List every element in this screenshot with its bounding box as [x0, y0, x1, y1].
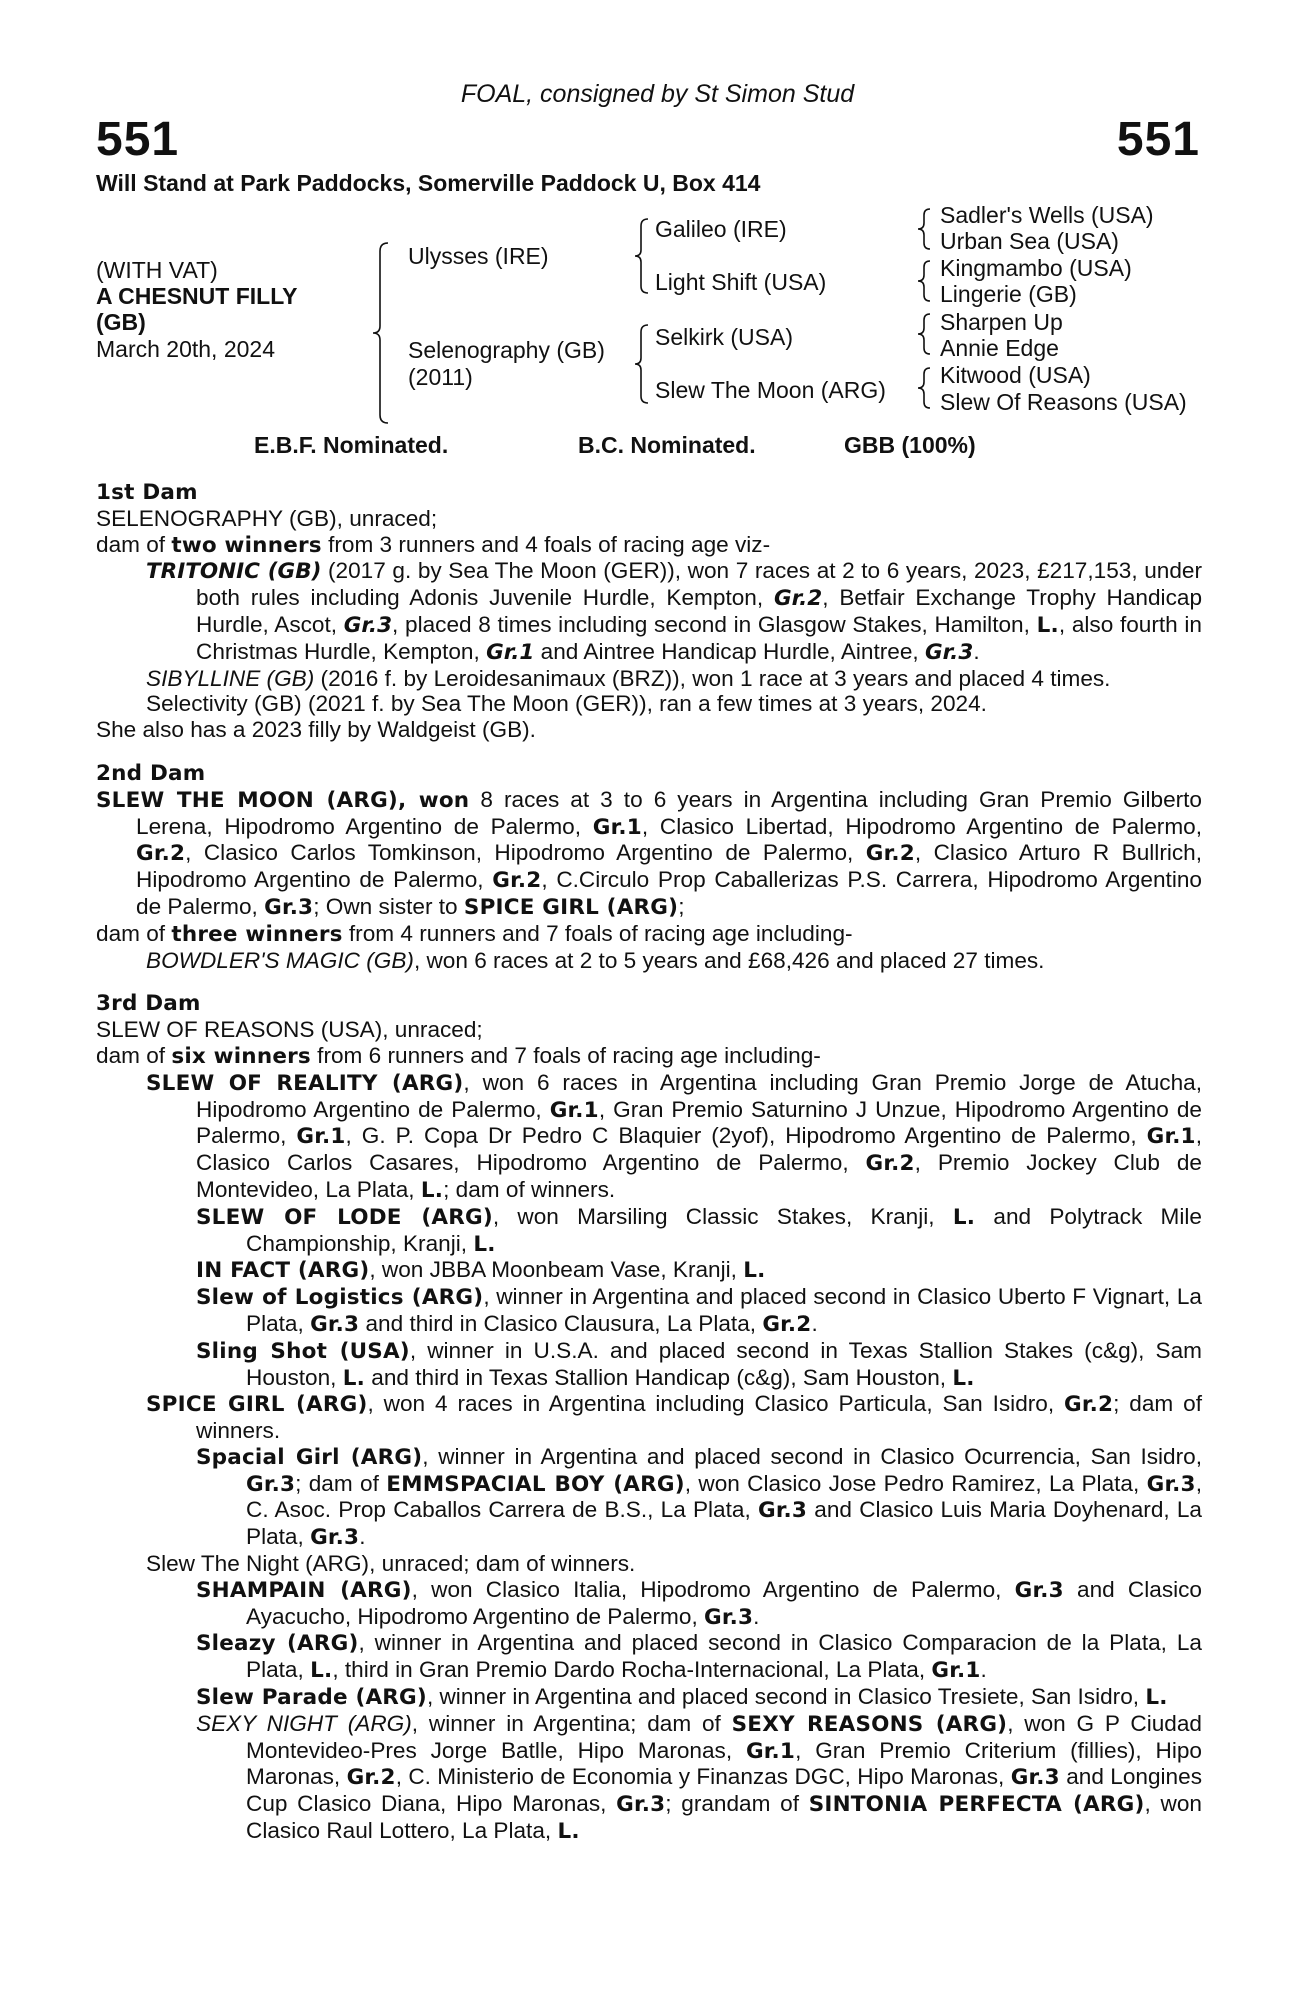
progeny-spacial-girl: Spacial Girl (ARG), winner in Argentina and placed second in Clasico Ocurrencia, San Isidro, Gr.3; dam of EMMSPACIAL BOY (ARG), won Clasico Jose Pedro Ramirez, La Plata, Gr.3, C. Asoc. Prop Caballos Carrera de B.S., La Plata, Gr.3 and Clasico Luis Maria Doyhenard, La Plata, Gr.3.: [196, 1443, 1202, 1551]
progeny-name: SEXY NIGHT (ARG): [196, 1710, 412, 1736]
sire-name: Ulysses (IRE): [408, 243, 549, 269]
progeny-name: Sleazy (ARG): [196, 1631, 359, 1657]
progeny-spice-girl: SPICE GIRL (ARG), won 4 races in Argentina including Clasico Particula, San Isidro, Gr.2; dam of winners.: [146, 1391, 1202, 1444]
progeny-in-fact: IN FACT (ARG), won JBBA Moonbeam Vase, Kranji, L.: [196, 1257, 766, 1284]
second-dam-heading: 2nd Dam: [96, 760, 206, 786]
sire-dam: Light Shift (USA): [655, 269, 827, 295]
dam-year: (2011): [408, 364, 473, 390]
second-dam-produce: dam of three winners from 4 runners and 7 foals of racing age including-: [96, 920, 853, 947]
lot-number-left: 551: [96, 113, 180, 166]
second-dam-name: SLEW THE MOON (ARG): [96, 787, 398, 813]
pedigree-bracket-main: [370, 238, 400, 428]
progeny-name: Sling Shot (USA): [196, 1338, 410, 1364]
progeny-name: SLEW OF LODE (ARG): [196, 1204, 493, 1230]
progeny-selectivity: Selectivity (GB) (2021 f. by Sea The Moon (GER)), ran a few times at 3 years, 2024.: [146, 691, 987, 717]
progeny-name: Slew Parade (ARG): [196, 1685, 427, 1711]
consignor-line: FOAL, consigned by St Simon Stud: [460, 80, 855, 108]
dam-dam: Slew The Moon (ARG): [655, 377, 886, 403]
progeny-name: TRITONIC (GB): [146, 559, 322, 585]
progeny-name: SLEW OF REALITY (ARG): [146, 1070, 464, 1096]
bc-nomination: B.C. Nominated.: [578, 432, 756, 458]
progeny-bowdlers-magic: BOWDLER'S MAGIC (GB), won 6 races at 2 to 5 years and £68,426 and placed 27 times.: [146, 947, 1045, 973]
sire-dam-dam: Lingerie (GB): [940, 281, 1077, 307]
sire-sire: Galileo (IRE): [655, 216, 787, 242]
sire-sire-dam: Urban Sea (USA): [940, 228, 1119, 254]
progeny-shampain: SHAMPAIN (ARG), won Clasico Italia, Hipodromo Argentino de Palermo, Gr.3 and Clasico Ayacucho, Hipodromo Argentino de Palermo, Gr.3.: [196, 1576, 1202, 1630]
progeny-slew-parade: Slew Parade (ARG), winner in Argentina and placed second in Clasico Tresiete, San Isidro, L.: [196, 1684, 1168, 1711]
pedigree-bracket-ss: [915, 206, 937, 252]
lot-number-right: 551: [1116, 113, 1200, 166]
dam-name: Selenography (GB): [408, 337, 605, 363]
third-dam-line: SLEW OF REASONS (USA), unraced;: [96, 1017, 483, 1043]
progeny-name: Spacial Girl (ARG): [196, 1444, 423, 1470]
horse-name: A CHESNUT FILLY: [96, 283, 298, 309]
progeny-name: BOWDLER'S MAGIC (GB): [146, 947, 414, 973]
dam-produce-record: [96, 480, 1202, 1845]
progeny-name: Slew of Logistics (ARG): [196, 1285, 484, 1311]
dam-sire-dam: Annie Edge: [940, 335, 1059, 361]
first-dam-produce: dam of two winners from 3 runners and 4 foals of racing age viz-: [96, 531, 771, 558]
first-dam-heading: 1st Dam: [96, 480, 198, 505]
sire-sire-sire: Sadler's Wells (USA): [940, 202, 1154, 228]
progeny-name: SHAMPAIN (ARG): [196, 1577, 412, 1603]
vat-note: (WITH VAT): [96, 257, 218, 283]
progeny-slew-of-logistics: Slew of Logistics (ARG), winner in Argentina and placed second in Clasico Uberto F Vignart, La Plata, Gr.3 and third in Clasico Clausura, La Plata, Gr.2.: [196, 1284, 1202, 1337]
progeny-sleazy: Sleazy (ARG), winner in Argentina and placed second in Clasico Comparacion de la Plata, La Plata, L., third in Gran Premio Dardo Rocha-Internacional, La Plata, Gr.1.: [196, 1630, 1202, 1684]
progeny-sexy-night: SEXY NIGHT (ARG), winner in Argentina; dam of SEXY REASONS (ARG), won G P Ciudad Montevideo-Pres Jorge Batlle, Hipo Maronas, Gr.1, Gran Premio Criterium (fillies), Hipo Maronas, Gr.2, C. Ministerio de Economia y Finanzas DGC, Hipo Maronas, Gr.3 and Longines Cup Clasico Diana, Hipo Maronas, Gr.3; grandam of SINTONIA PERFECTA (ARG), won Clasico Raul Lottero, La Plata, L.: [196, 1710, 1202, 1845]
pedigree-bracket-dd: [915, 365, 937, 411]
progeny-slew-of-lode: SLEW OF LODE (ARG), won Marsiling Classic Stakes, Kranji, L. and Polytrack Mile Championship, Kranji, L.: [196, 1203, 1202, 1257]
dam-sire-sire: Sharpen Up: [940, 309, 1063, 335]
stand-location: Will Stand at Park Paddocks, Somerville Paddock U, Box 414: [96, 170, 761, 196]
dam-dam-dam: Slew Of Reasons (USA): [940, 389, 1187, 415]
winners-count: two winners: [171, 532, 322, 558]
first-dam-name: SELENOGRAPHY (GB), unraced;: [96, 505, 438, 531]
progeny-slew-the-night: Slew The Night (ARG), unraced; dam of winners.: [146, 1551, 636, 1577]
gbb-status: GBB (100%): [844, 432, 976, 458]
ebf-nomination: E.B.F. Nominated.: [254, 432, 449, 458]
foaling-date: March 20th, 2024: [96, 336, 276, 362]
pedigree-bracket-sd: [915, 258, 937, 304]
progeny-sibylline: SIBYLLINE (GB) (2016 f. by Leroidesanimaux (BRZ)), won 1 race at 3 years and placed 4 times.: [146, 665, 1111, 691]
third-dam-produce: dam of six winners from 6 runners and 7 foals of racing age including-: [96, 1042, 821, 1069]
dam-sire: Selkirk (USA): [655, 324, 794, 350]
horse-country: (GB): [96, 309, 146, 335]
dam-dam-sire: Kitwood (USA): [940, 362, 1091, 388]
first-dam-line: [96, 506, 1202, 532]
sire-dam-sire: Kingmambo (USA): [940, 255, 1132, 281]
progeny-tritonic: TRITONIC (GB) (2017 g. by Sea The Moon (GER)), won 7 races at 2 to 6 years, 2023, £217,153, under both rules including Adonis Juvenile Hurdle, Kempton, Gr.2, Betfair Exchange Trophy Handicap Hurdle, Ascot, Gr.3, placed 8 times including second in Glasgow Stakes, Hamilton, L., also fourth in Christmas Hurdle, Kempton, Gr.1 and Aintree Handicap Hurdle, Aintree, Gr.3.: [146, 558, 1203, 665]
progeny-name: IN FACT (ARG): [196, 1258, 370, 1284]
third-dam-heading: 3rd Dam: [96, 991, 201, 1017]
second-dam-record: SLEW THE MOON (ARG), won 8 races at 3 to 6 years in Argentina including Gran Premio Gilberto Lerena, Hipodromo Argentino de Palermo, Gr.1, Clasico Libertad, Hipodromo Argentino de Palermo, Gr.2, Clasico Carlos Tomkinson, Hipodromo Argentino de Palermo, Gr.2, Clasico Arturo R Bullrich, Hipodromo Argentino de Palermo, Gr.2, C.Circulo Prop Caballerizas P.S. Carrera, Hipodromo Argentino de Palermo, Gr.3; Own sister to SPICE GIRL (ARG);: [96, 786, 1203, 920]
progeny-slew-of-reality: SLEW OF REALITY (ARG), won 6 races in Argentina including Gran Premio Jorge de Atucha, Hipodromo Argentino de Palermo, Gr.1, Gran Premio Saturnino J Unzue, Hipodromo Argentino de Palermo, Gr.1, G. P. Copa Dr Pedro C Blaquier (2yof), Hipodromo Argentino de Palermo, Gr.1, Clasico Carlos Casares, Hipodromo Argentino de Palermo, Gr.2, Premio Jockey Club de Montevideo, La Plata, L.; dam of winners.: [146, 1069, 1203, 1203]
pedigree-bracket-ds: [915, 311, 937, 357]
progeny-name: SIBYLLINE (GB): [146, 665, 315, 691]
progeny-name: SPICE GIRL (ARG): [146, 1392, 368, 1418]
first-dam-also: She also has a 2023 filly by Waldgeist (GB).: [96, 717, 536, 743]
progeny-sling-shot: Sling Shot (USA), winner in U.S.A. and placed second in Texas Stallion Stakes (c&g), Sam Houston, L. and third in Texas Stallion Handicap (c&g), Sam Houston, L.: [196, 1337, 1202, 1391]
